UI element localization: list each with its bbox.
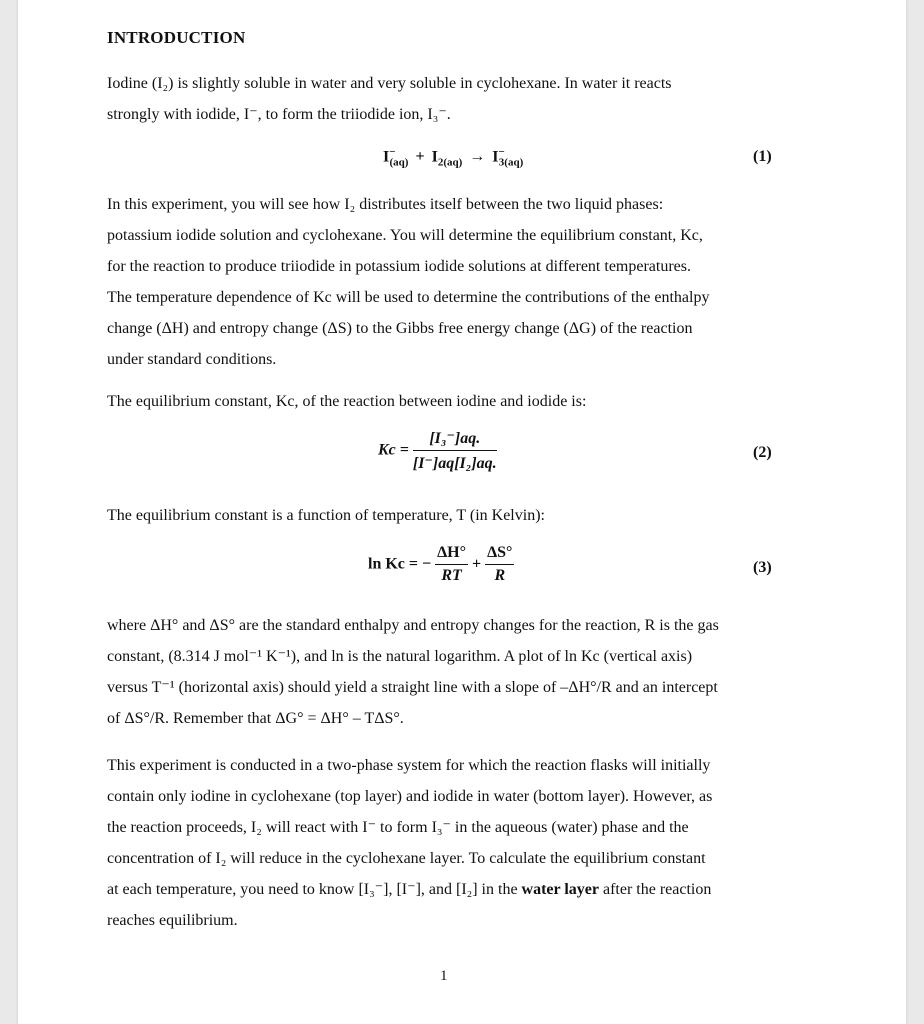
paragraph-kc-intro: The equilibrium constant, Kc, of the reaction between iodine and iodide is: <box>107 393 587 410</box>
equation-number: (1) <box>753 148 772 165</box>
paragraph-experiment <box>107 189 780 375</box>
section-heading: INTRODUCTION <box>107 28 246 47</box>
equation-2-numerator: [I₃⁻]aq. <box>413 428 497 451</box>
equation-1: $I^-_{(aq)} + I_{2(aq)} \to I^-_{3(aq)}$ <box>383 146 524 169</box>
text-line: potassium iodide solution and cyclohexane. You will determine the equilibrium constant, Kc, <box>107 227 703 244</box>
text-line: Iodine (I₂) is slightly soluble in water and very soluble in cyclohexane. In water it reacts <box>107 75 672 92</box>
paragraph-definitions <box>107 610 780 734</box>
paragraph-temperature: The equilibrium constant is a function of temperature, T (in Kelvin): <box>107 507 545 524</box>
text-line: In this experiment, you will see how I₂ distributes itself between the two liquid phases: <box>107 196 664 213</box>
paragraph-intro <box>107 68 780 130</box>
equation-3-frac1-num: ΔH° <box>435 544 468 565</box>
page-number: 1 <box>440 968 448 984</box>
text-line: strongly with iodide, I⁻, to form the triiodide ion, I₃⁻. <box>107 106 451 123</box>
equation-3-frac2-num: ΔS° <box>485 544 514 565</box>
text-line: where ΔH° and ΔS° are the standard enthalpy and entropy changes for the reaction, R is the gas <box>107 617 719 634</box>
emphasis-water-layer: water layer <box>521 881 599 898</box>
text-line: of ΔS°/R. Remember that ΔG° = ΔH° – TΔS°. <box>107 710 404 727</box>
text-line: for the reaction to produce triiodide in potassium iodide solutions at different temperatures. <box>107 258 691 275</box>
text-line: at each temperature, you need to know [I₃⁻], [I⁻], and [I₂] in the water layer after the reaction <box>107 881 712 898</box>
text-line: constant, (8.314 J mol⁻¹ K⁻¹), and ln is the natural logarithm. A plot of ln Kc (vertical axis) <box>107 648 693 665</box>
equation-3: ln Kc = − $\frac{\Delta H^\circ}{RT}$ + $\frac{\Delta S^\circ}{R}$ <box>368 544 513 584</box>
equation-2-denominator: [I⁻]aq[I₂]aq. <box>412 455 497 472</box>
text-line: This experiment is conducted in a two-phase system for which the reaction flasks will initially <box>107 757 711 774</box>
equation-3-frac2-den: R <box>494 567 506 584</box>
text-line: the reaction proceeds, I₂ will react with I⁻ to form I₃⁻ in the aqueous (water) phase and the <box>107 819 689 836</box>
equation-number: (2) <box>753 444 772 461</box>
equation-number: (3) <box>753 559 772 576</box>
equation-3-frac1-den: RT <box>441 567 462 584</box>
text-line: reaches equilibrium. <box>107 912 238 929</box>
text-line: under standard conditions. <box>107 351 277 368</box>
text-line: versus T⁻¹ (horizontal axis) should yield a straight line with a slope of –ΔH°/R and an intercept <box>107 679 718 696</box>
text-line: change (ΔH) and entropy change (ΔS) to the Gibbs free energy change (ΔG) of the reaction <box>107 320 693 337</box>
equation-2: Kc = $\frac{\text{[I₃⁻]aq.}}{\text{[I⁻]aq[I₂]aq.}}$ <box>378 430 497 472</box>
text-line: concentration of I₂ will reduce in the cyclohexane layer. To calculate the equilibrium constant <box>107 850 706 867</box>
text-line: The temperature dependence of Kc will be used to determine the contributions of the enthalpy <box>107 289 710 306</box>
text-line: contain only iodine in cyclohexane (top layer) and iodide in water (bottom layer). However, as <box>107 788 713 805</box>
paragraph-two-phase <box>107 750 780 936</box>
